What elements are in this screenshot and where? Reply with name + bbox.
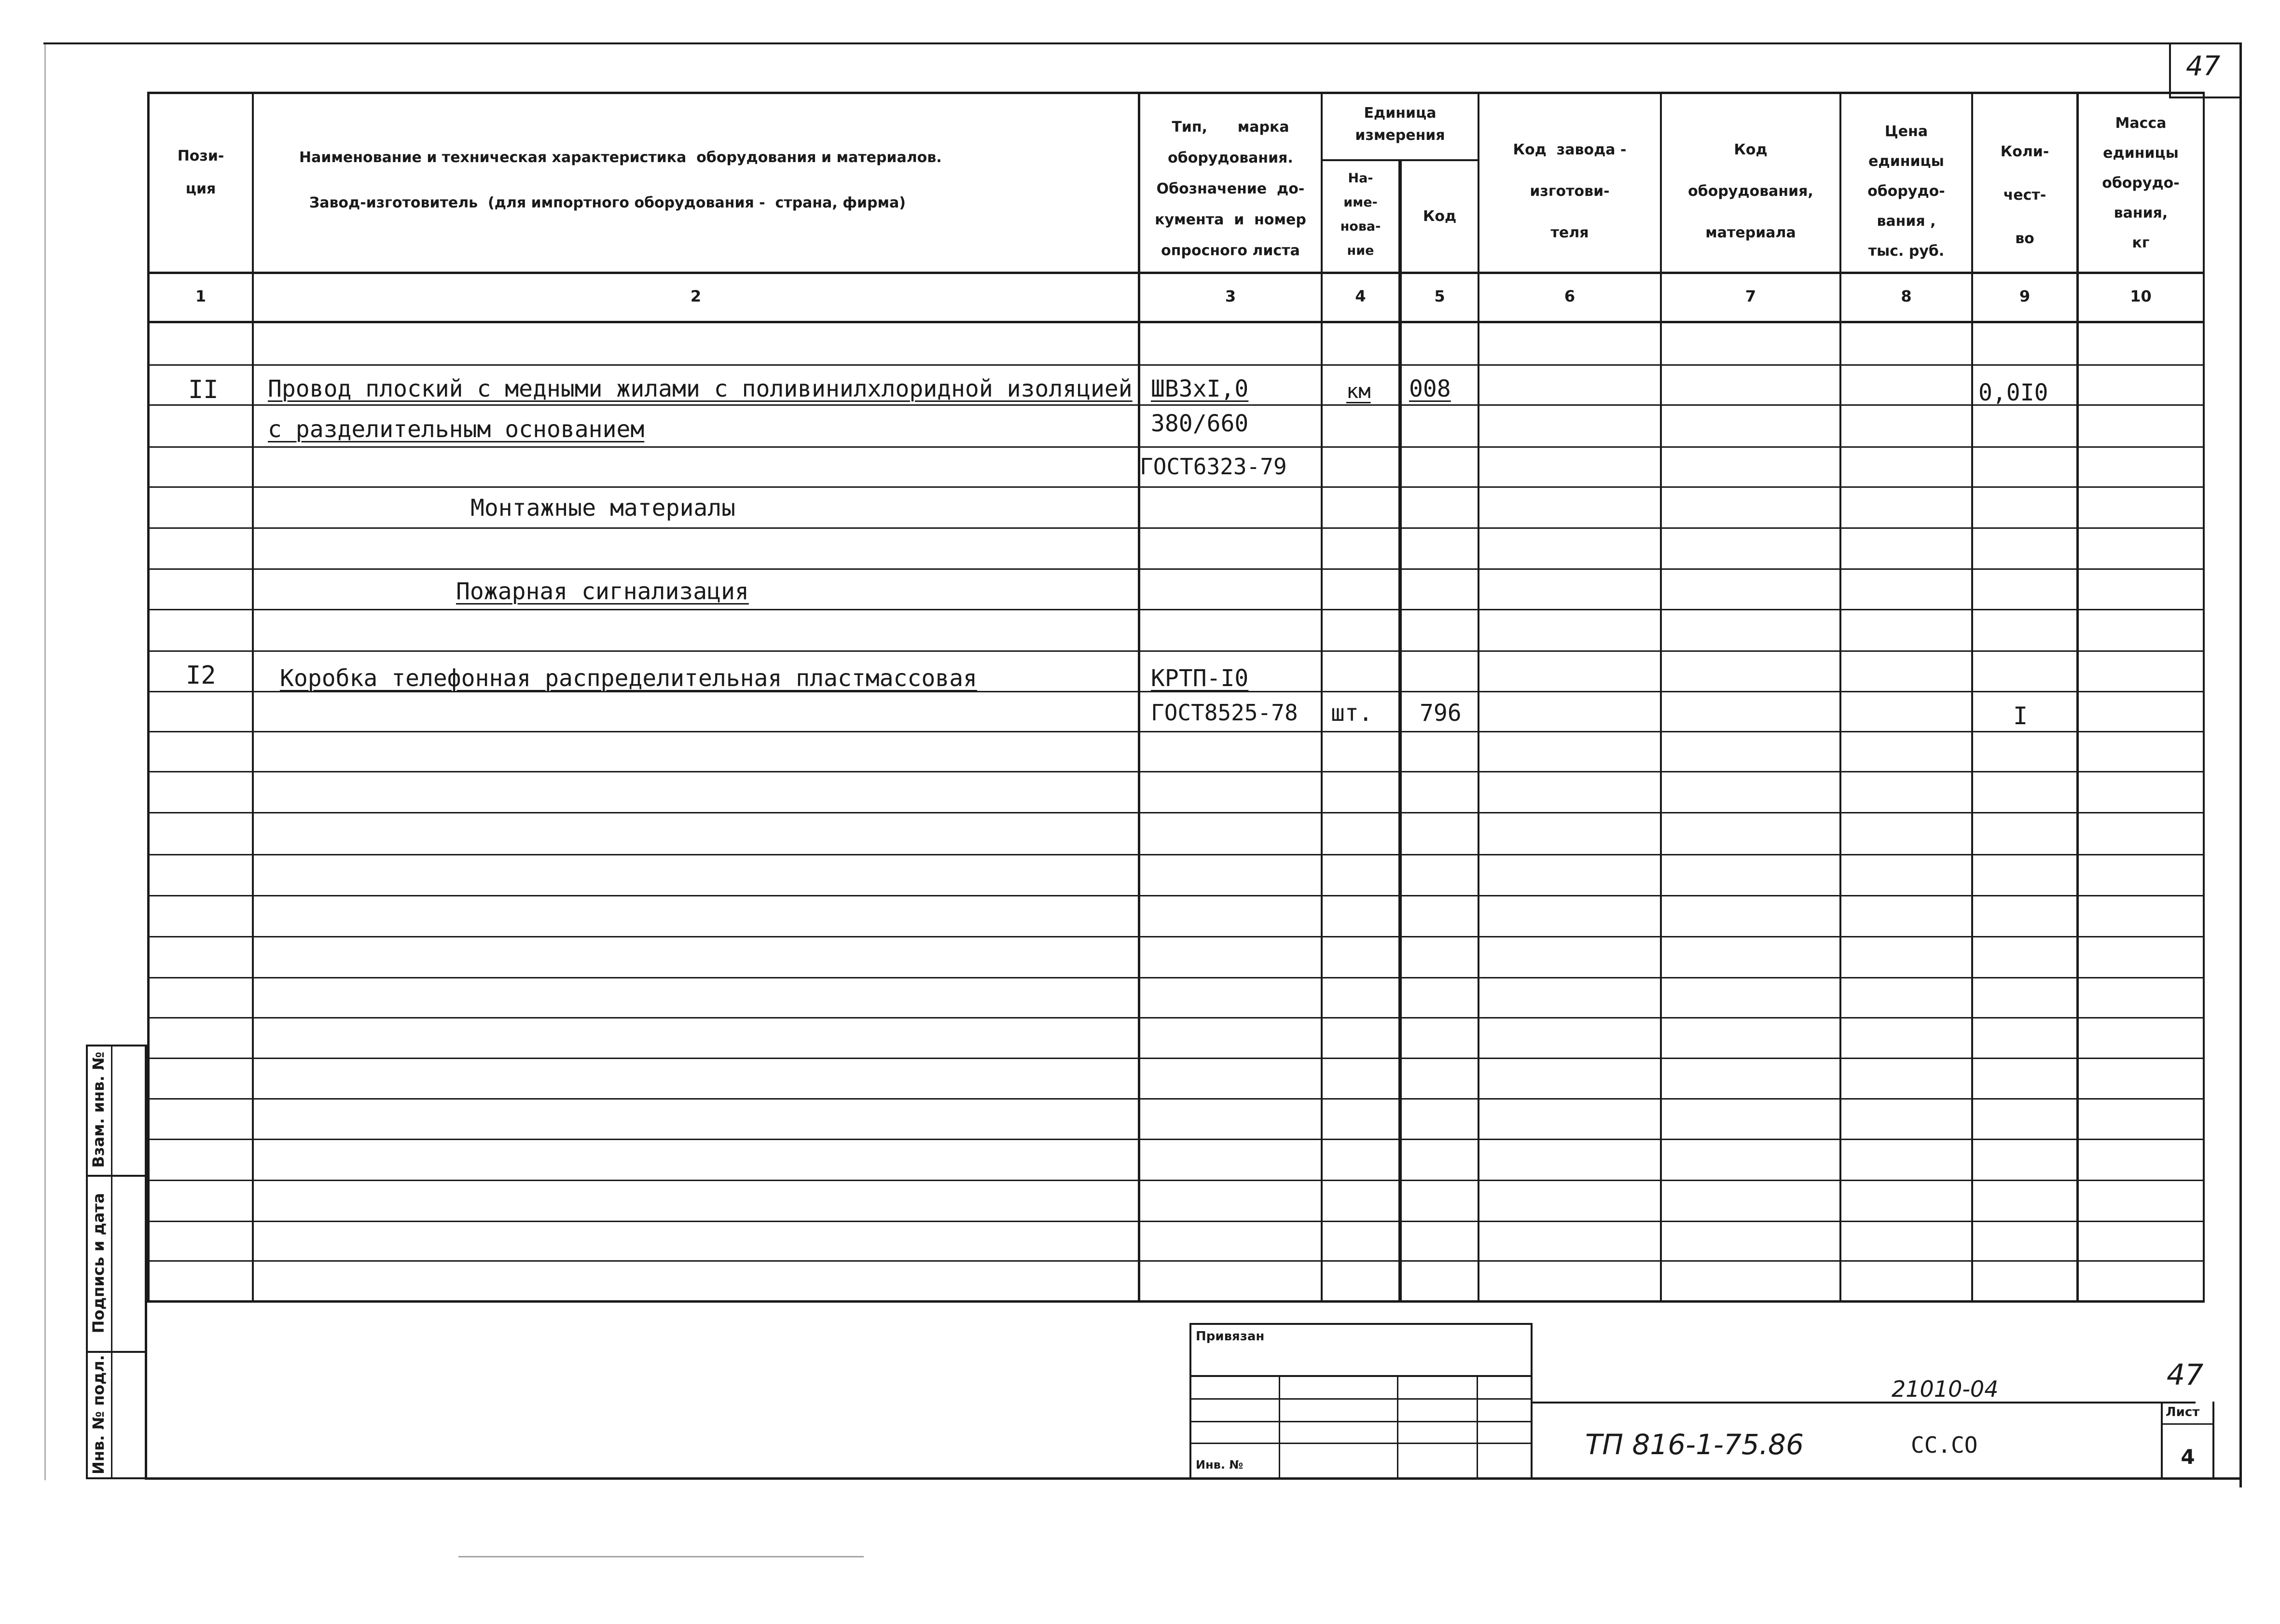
designation: ТП 816-1-75.86: [1585, 1428, 1804, 1461]
colnum-6: 6: [1564, 287, 1575, 305]
colnum-2: 2: [690, 287, 702, 305]
header-col-3: Тип, марка оборудования. Обозначение до- кумента и номер опросного листа: [1155, 119, 1306, 259]
header-col-6: Код завода - изготови- теля: [1513, 141, 1627, 241]
row-line: [147, 1180, 2205, 1181]
title-block-row: [1189, 1421, 1532, 1422]
pagebox-left: [2169, 44, 2171, 97]
row-code: 008: [1409, 375, 1451, 402]
header-col-8: Цена единицы оборудо- вания , тыс. руб.: [1867, 123, 1945, 260]
header-col-9: Коли- чест- во: [2000, 143, 2049, 247]
row-line: [147, 1017, 2205, 1018]
row-line: [147, 650, 2205, 652]
pagebox-bottom: [2169, 96, 2241, 98]
scan-mark: [458, 1556, 864, 1557]
header-unit-group: Единица измерения: [1355, 105, 1445, 144]
privyazan-label: Привязан: [1196, 1329, 1265, 1344]
side-label-inv-vzam: Взам. инв. №: [89, 1051, 108, 1168]
sheet-box: [2161, 1423, 2214, 1425]
doc-code: СС.СО: [1911, 1432, 1978, 1458]
row-line-header-bottom: [147, 272, 2205, 274]
doc-number: 21010-04: [1892, 1376, 1999, 1402]
side-label-podpis: Подпись и дата: [89, 1193, 108, 1334]
title-block-box: [1189, 1323, 1532, 1325]
header-col-7: Код оборудования, материала: [1688, 141, 1813, 241]
section-title-fire-alarm: Пожарная сигнализация: [456, 578, 749, 605]
row-type: КРТП-I0: [1151, 665, 1249, 692]
side-label-inv-podl: Инв. № подл.: [89, 1355, 108, 1474]
frame-bottom: [145, 1477, 2241, 1480]
handwritten-page: 47: [2167, 1358, 2204, 1392]
row-line: [147, 771, 2205, 772]
row-line: [147, 854, 2205, 855]
row-code: 796: [1420, 700, 1462, 727]
sheet-number: 4: [2181, 1445, 2195, 1469]
row-line: [147, 527, 2205, 529]
colnum-9: 9: [2019, 287, 2031, 305]
colnum-8: 8: [1901, 287, 1912, 305]
title-block-row: [1189, 1398, 1532, 1400]
row-type: ГОСТ8525-78: [1151, 700, 1298, 726]
row-line: [147, 977, 2205, 978]
row-position: II: [188, 375, 219, 404]
row-line: [147, 731, 2205, 732]
row-quantity: I: [2013, 702, 2028, 730]
colnum-5: 5: [1434, 287, 1445, 305]
header-col-10: Масса единицы оборудо- вания, кг: [2102, 115, 2180, 251]
header-col-1: Пози- ция: [177, 148, 224, 197]
colnum-1: 1: [195, 287, 207, 305]
side-stamp-inner: [111, 1045, 112, 1479]
row-line: [147, 609, 2205, 610]
row-line: [147, 895, 2205, 896]
section-title-mounting: Монтажные материалы: [470, 495, 736, 522]
side-stamp-border: [86, 1045, 88, 1479]
row-line: [147, 568, 2205, 570]
header-col-5: Код: [1423, 208, 1457, 225]
title-main-line: [1532, 1402, 2196, 1404]
inv-no-label: Инв. №: [1196, 1458, 1244, 1472]
frame-top: [43, 42, 2241, 44]
row-line: [147, 446, 2205, 448]
row-line: [147, 486, 2205, 488]
frame-right: [2239, 42, 2242, 1487]
row-line: [147, 1260, 2205, 1262]
page-number-top: 47: [2186, 51, 2221, 82]
row-line-numbers-bottom: [147, 321, 2205, 323]
row-name: Провод плоский с медными жилами с поливинилхлоридной изоляцией: [268, 375, 1133, 402]
row-line: [147, 936, 2205, 937]
row-unit: шт.: [1331, 700, 1373, 727]
row-type: 380/660: [1151, 410, 1249, 437]
colnum-4: 4: [1355, 287, 1366, 305]
side-stamp-border: [145, 1045, 147, 1479]
colnum-7: 7: [1745, 287, 1756, 305]
title-block-col: [1279, 1375, 1280, 1479]
colnum-10: 10: [2130, 287, 2152, 305]
frame-left-dashed: [44, 42, 46, 1480]
row-line: [147, 404, 2205, 406]
row-name: с разделительным основанием: [268, 416, 645, 443]
header-col-4: На- име- нова- ние: [1340, 171, 1381, 258]
row-quantity: 0,0I0: [1978, 379, 2048, 406]
row-position: I2: [186, 661, 216, 690]
title-block-col: [1477, 1375, 1478, 1479]
title-block-row: [1189, 1443, 1532, 1444]
title-block-box: [1189, 1323, 1191, 1480]
row-line-table-bottom: [147, 1300, 2205, 1303]
row-type: ГОСТ6323-79: [1140, 454, 1287, 480]
header-col-2: Наименование и техническая характеристика оборудования и материалов. Завод-изготовитель (для импортного оборудования - страна, фирма): [299, 149, 942, 211]
title-block-row: [1189, 1375, 1532, 1377]
row-line: [147, 812, 2205, 813]
row-line-top: [147, 92, 2205, 94]
colnum-3: 3: [1225, 287, 1236, 305]
row-line: [147, 1221, 2205, 1222]
unit-group-line: [1321, 159, 1479, 161]
row-line: [147, 1058, 2205, 1059]
row-line: [147, 1098, 2205, 1100]
row-line: [147, 1139, 2205, 1140]
row-unit: км: [1346, 379, 1371, 403]
title-block-col: [1397, 1375, 1398, 1479]
row-name: Коробка телефонная распределительная пластмассовая: [280, 665, 977, 692]
row-type: ШВ3хI,0: [1151, 375, 1249, 402]
row-line: [147, 364, 2205, 366]
sheet-label: Лист: [2166, 1405, 2200, 1419]
